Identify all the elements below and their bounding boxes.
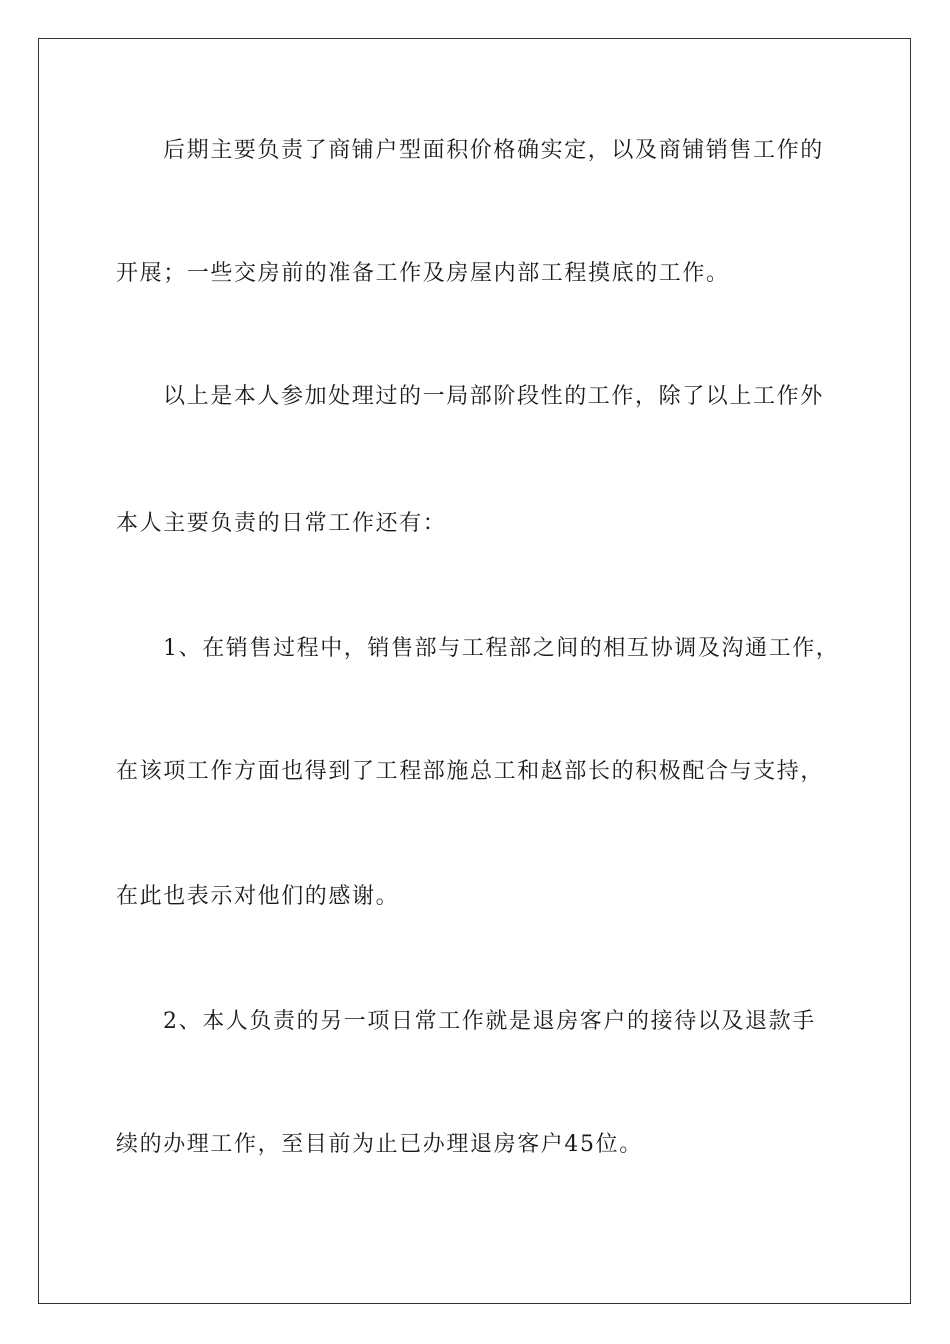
text-line: 在此也表示对他们的感谢。 xyxy=(116,884,400,909)
text-line: 后期主要负责了商铺户型面积价格确实定，以及商铺销售工作的 xyxy=(163,138,824,163)
text-line: 以上是本人参加处理过的一局部阶段性的工作，除了以上工作外 xyxy=(163,384,824,409)
text-line: 1、在销售过程中，销售部与工程部之间的相互协调及沟通工作， xyxy=(163,636,840,661)
text-line: 续的办理工作，至目前为止已办理退房客户45位。 xyxy=(116,1132,643,1157)
text-line: 2、本人负责的另一项日常工作就是退房客户的接待以及退款手 xyxy=(163,1009,816,1034)
text-line: 开展；一些交房前的准备工作及房屋内部工程摸底的工作。 xyxy=(116,261,730,286)
text-line: 本人主要负责的日常工作还有： xyxy=(116,511,447,536)
page-border xyxy=(38,38,911,1304)
text-line: 在该项工作方面也得到了工程部施总工和赵部长的积极配合与支持， xyxy=(116,759,825,784)
